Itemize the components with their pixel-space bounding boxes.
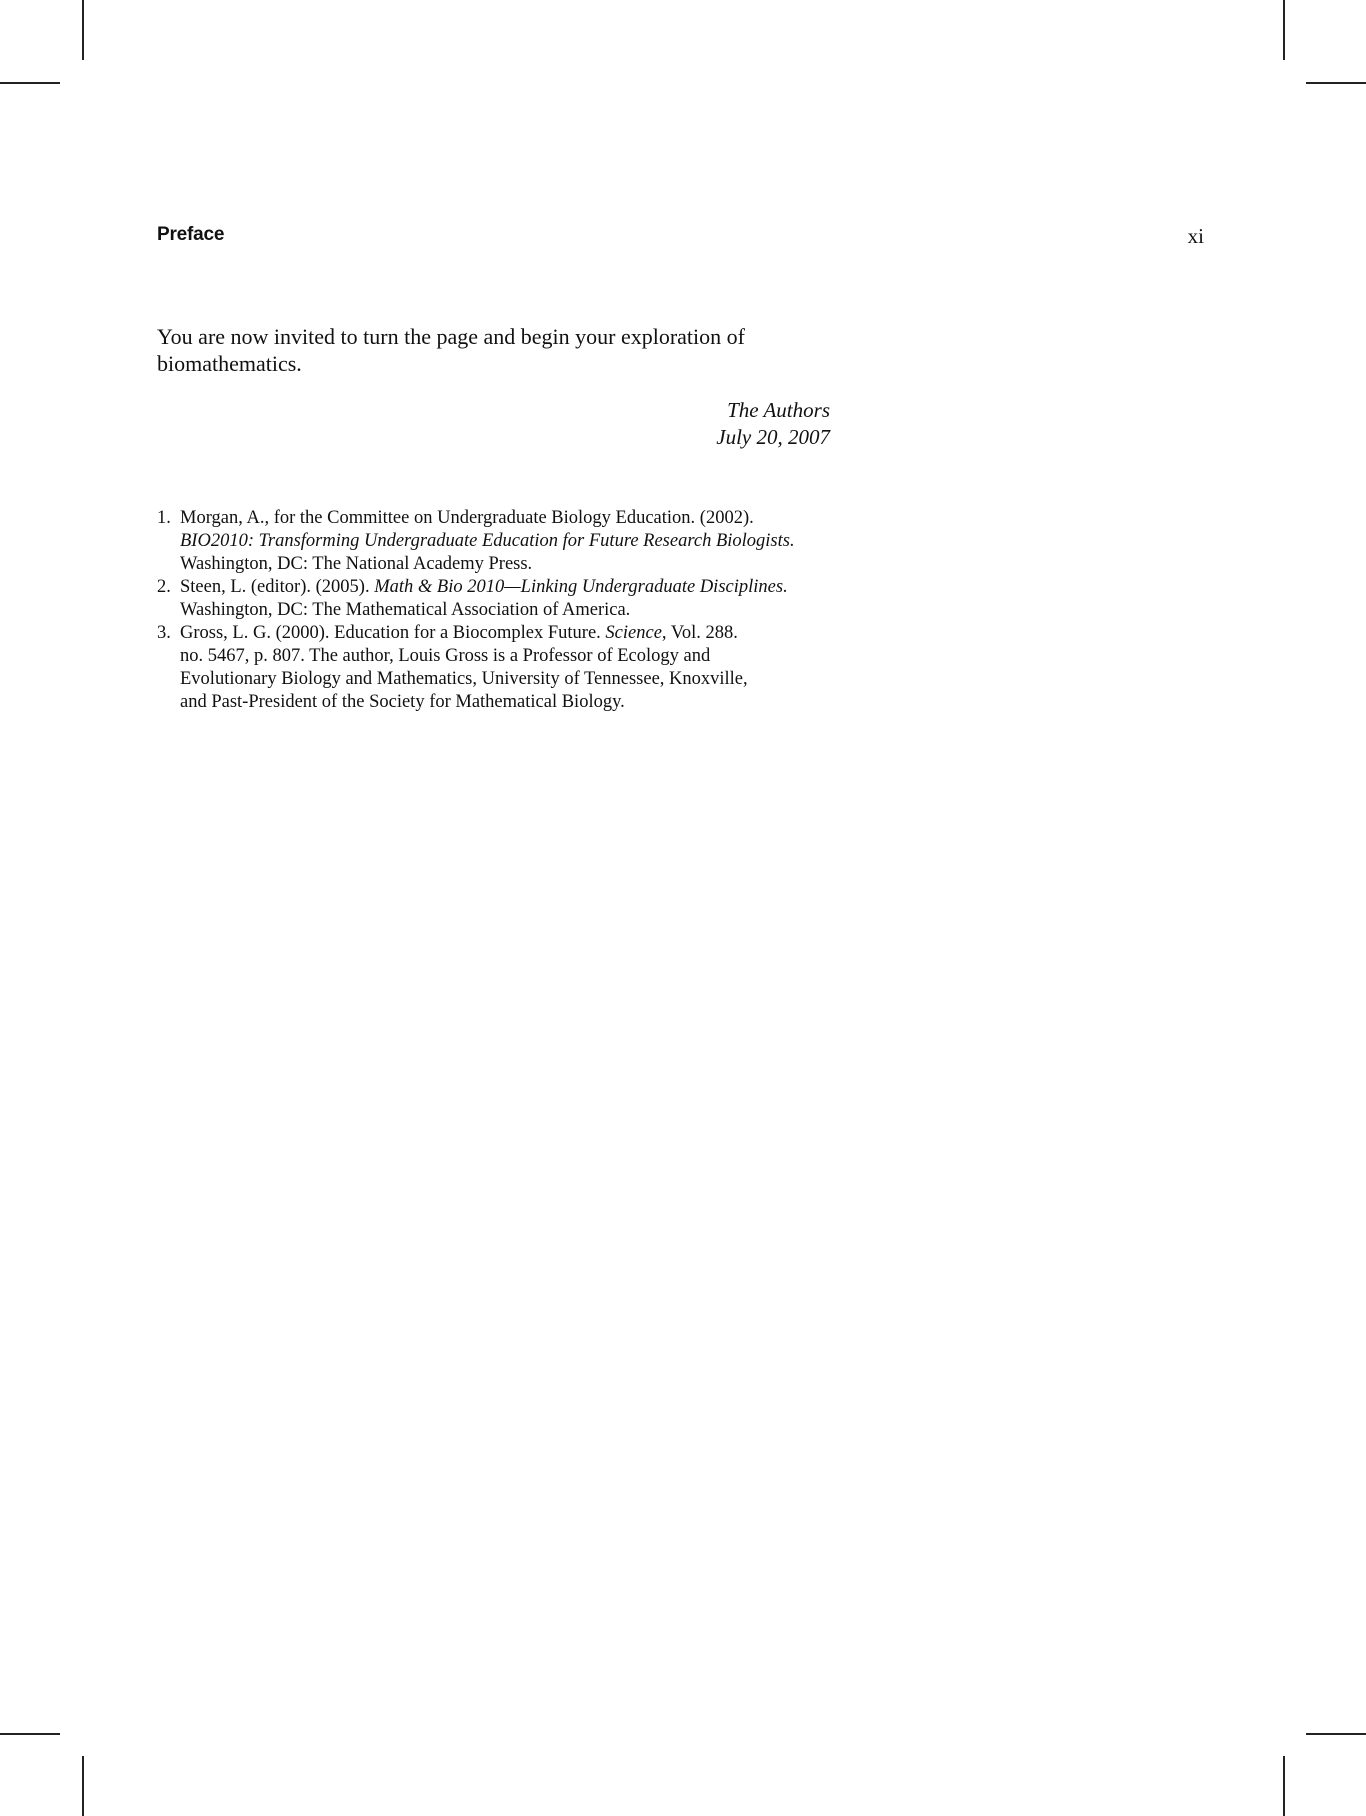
crop-mark-top-left-vertical <box>82 0 84 60</box>
crop-mark-bottom-left-horizontal <box>0 1733 60 1735</box>
crop-mark-bottom-right-horizontal <box>1306 1733 1366 1735</box>
endnote-title: BIO2010: Transforming Undergraduate Education for Future Research Biologists. <box>180 531 795 551</box>
endnote-line: Evolutionary Biology and Mathematics, University of Tennessee, Knoxville, <box>180 669 748 689</box>
crop-mark-top-right-vertical <box>1283 0 1285 60</box>
crop-mark-top-left-horizontal <box>0 82 60 84</box>
endnote <box>157 576 857 622</box>
endnote-number: 1. <box>157 508 171 528</box>
endnote-author: Steen, L. (editor). (2005). <box>180 577 375 597</box>
endnote-author: Gross, L. G. (2000). Education for a Biocomplex Future. <box>180 623 606 643</box>
endnote-number: 2. <box>157 577 171 597</box>
endnote <box>157 507 857 576</box>
endnote <box>157 622 857 714</box>
endnote-line <box>180 576 857 599</box>
signature-authors: The Authors <box>727 398 830 422</box>
running-head: Preface <box>157 224 225 245</box>
endnote-number: 3. <box>157 623 171 643</box>
endnote-journal: Science <box>605 623 662 643</box>
closing-paragraph <box>157 323 837 377</box>
endnote-text <box>180 576 857 622</box>
crop-mark-top-right-horizontal <box>1306 82 1366 84</box>
endnote-title: Math & Bio 2010—Linking Undergraduate Disciplines. <box>374 577 788 597</box>
endnote-volume: , Vol. 288. <box>661 623 738 643</box>
endnote-line: Washington, DC: The Mathematical Association of America. <box>180 600 631 620</box>
endnote-text <box>180 507 857 576</box>
endnote-text <box>180 622 857 714</box>
endnote-line: Morgan, A., for the Committee on Undergraduate Biology Education. (2002). <box>180 508 754 528</box>
endnote-line <box>180 622 857 645</box>
endnote-line: and Past-President of the Society for Mathematical Biology. <box>180 692 625 712</box>
endnote-line: no. 5467, p. 807. The author, Louis Gross is a Professor of Ecology and <box>180 646 711 666</box>
paragraph-line: biomathematics. <box>157 351 302 376</box>
page-number: xi <box>1187 224 1204 248</box>
crop-mark-bottom-left-vertical <box>82 1756 84 1816</box>
paragraph-line: You are now invited to turn the page and begin your exploration of <box>157 324 745 349</box>
endnotes-list <box>157 507 857 714</box>
endnote-line: Washington, DC: The National Academy Press. <box>180 554 533 574</box>
crop-mark-bottom-right-vertical <box>1283 1756 1285 1816</box>
signature-date: July 20, 2007 <box>716 425 830 449</box>
